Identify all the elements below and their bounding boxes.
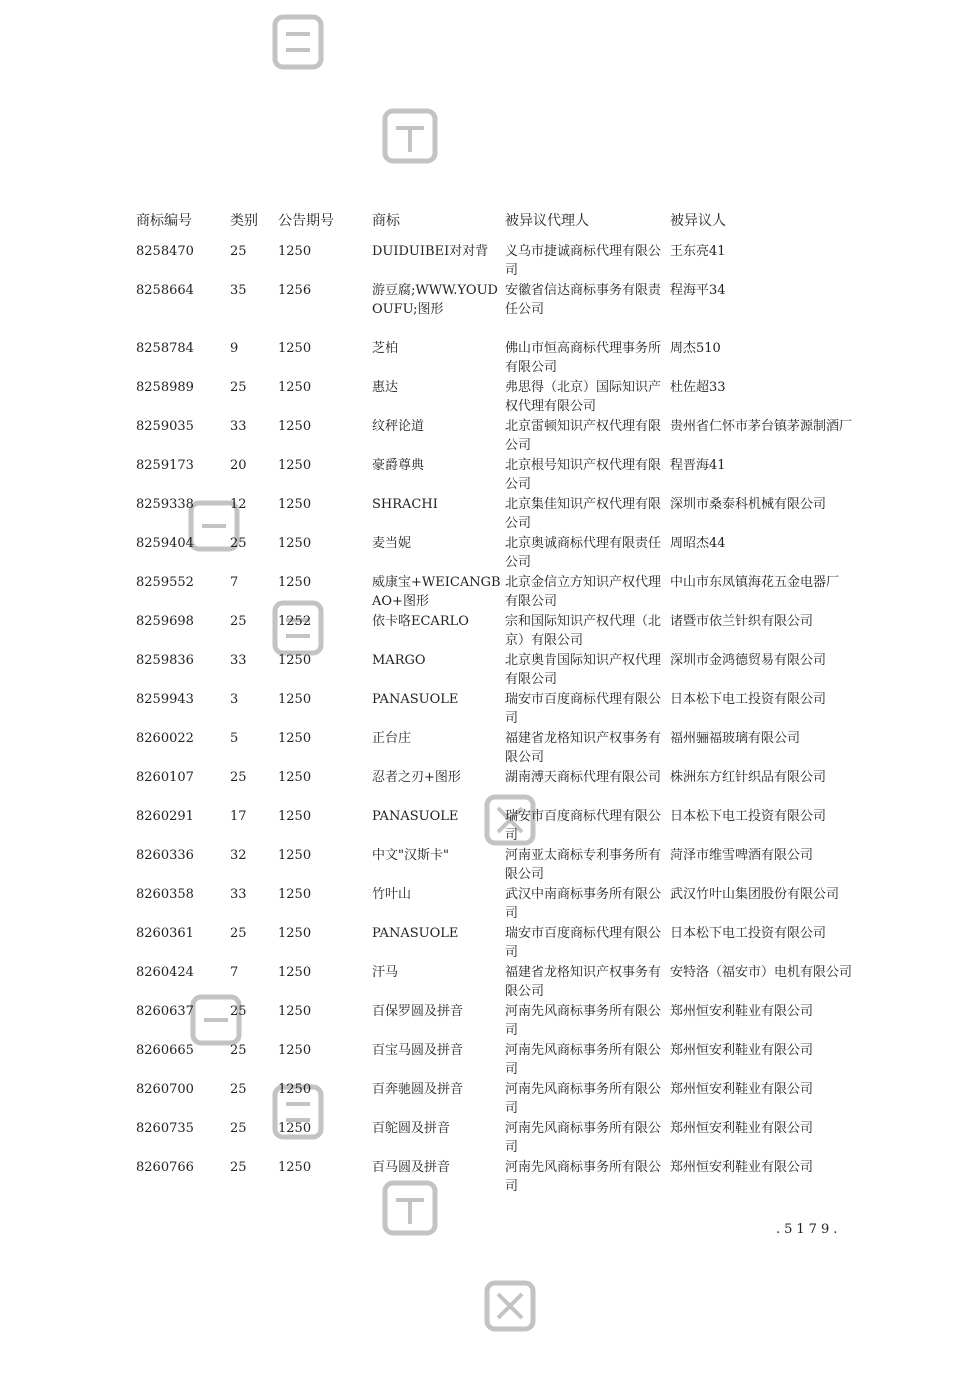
cell-opposed-party: 郑州恒安利鞋业有限公司 <box>670 1043 814 1058</box>
cell-opposed-party: 深圳市桑泰科机械有限公司 <box>670 497 827 512</box>
cell-class: 25 <box>230 1004 247 1019</box>
watermark-stamp-icon <box>382 108 438 164</box>
cell-agent: 河南先风商标事务所有限公司 <box>505 1160 662 1194</box>
table-row <box>136 534 876 573</box>
table-row <box>136 924 876 963</box>
cell-trademark-number: 8260637 <box>136 1004 194 1019</box>
page-number: .5179. <box>776 1222 842 1237</box>
cell-agent: 北京金信立方知识产权代理有限公司 <box>505 575 662 609</box>
table-row <box>136 1158 876 1197</box>
cell-trademark-number: 8259698 <box>136 614 194 629</box>
cell-class: 35 <box>230 283 247 298</box>
cell-opposed-party: 王东亮41 <box>670 244 726 259</box>
cell-class: 25 <box>230 770 247 785</box>
table-row <box>136 242 876 281</box>
cell-issue-number: 1256 <box>278 283 312 298</box>
cell-class: 17 <box>230 809 247 824</box>
cell-agent: 福建省龙格知识产权事务有限公司 <box>505 965 662 999</box>
cell-opposed-party: 日本松下电工投资有限公司 <box>670 692 827 707</box>
cell-agent: 北京奥诚商标代理有限责任公司 <box>505 536 662 570</box>
cell-trademark: 纹秤论道 <box>372 419 425 434</box>
header-opposed-party: 被异议人 <box>670 213 726 229</box>
cell-issue-number: 1250 <box>278 575 312 590</box>
cell-opposed-party: 日本松下电工投资有限公司 <box>670 809 827 824</box>
cell-trademark-number: 8260336 <box>136 848 194 863</box>
cell-issue-number: 1250 <box>278 497 312 512</box>
cell-class: 25 <box>230 1160 247 1175</box>
cell-issue-number: 1250 <box>278 848 312 863</box>
table-row <box>136 281 876 339</box>
table-row <box>136 1080 876 1119</box>
cell-trademark-number: 8260107 <box>136 770 194 785</box>
cell-trademark: PANASUOLE <box>372 809 459 824</box>
table-row <box>136 885 876 924</box>
cell-agent: 宗和国际知识产权代理（北京）有限公司 <box>505 614 662 648</box>
cell-trademark-number: 8260735 <box>136 1121 194 1136</box>
cell-trademark: 百马圆及拼音 <box>372 1160 451 1175</box>
cell-trademark: 麦当妮 <box>372 536 412 551</box>
cell-agent: 武汉中南商标事务所有限公司 <box>505 887 662 921</box>
cell-trademark: 百宝马圆及拼音 <box>372 1043 464 1058</box>
table-row <box>136 729 876 768</box>
cell-issue-number: 1250 <box>278 653 312 668</box>
table-header-row <box>136 212 876 242</box>
cell-agent: 北京雷顿知识产权代理有限公司 <box>505 419 662 453</box>
cell-agent: 河南先风商标事务所有限公司 <box>505 1121 662 1155</box>
cell-trademark-number: 8259035 <box>136 419 194 434</box>
cell-trademark-number: 8260358 <box>136 887 194 902</box>
cell-class: 5 <box>230 731 239 746</box>
header-agent: 被异议代理人 <box>505 213 589 229</box>
table-row <box>136 495 876 534</box>
cell-opposed-party: 程晋海41 <box>670 458 726 473</box>
cell-agent: 河南亚太商标专利事务所有限公司 <box>505 848 662 882</box>
cell-issue-number: 1250 <box>278 926 312 941</box>
table-row <box>136 339 876 378</box>
cell-issue-number: 1250 <box>278 1082 312 1097</box>
watermark-stamp-icon <box>272 14 324 70</box>
cell-opposed-party: 郑州恒安利鞋业有限公司 <box>670 1004 814 1019</box>
cell-class: 7 <box>230 965 239 980</box>
cell-opposed-party: 株洲东方红针织品有限公司 <box>670 770 827 785</box>
cell-class: 20 <box>230 458 247 473</box>
cell-trademark: 忍者之刃+图形 <box>372 770 461 785</box>
cell-issue-number: 1250 <box>278 341 312 356</box>
cell-class: 33 <box>230 653 247 668</box>
cell-class: 25 <box>230 1082 247 1097</box>
cell-issue-number: 1250 <box>278 731 312 746</box>
cell-class: 12 <box>230 497 247 512</box>
table-row <box>136 846 876 885</box>
cell-class: 9 <box>230 341 239 356</box>
watermark-stamp-icon <box>484 1280 536 1332</box>
cell-opposed-party: 郑州恒安利鞋业有限公司 <box>670 1082 814 1097</box>
cell-trademark-number: 8259836 <box>136 653 194 668</box>
cell-opposed-party: 杜佐超33 <box>670 380 726 395</box>
cell-trademark: PANASUOLE <box>372 692 459 707</box>
table-row <box>136 378 876 417</box>
header-class: 类别 <box>230 213 258 229</box>
cell-trademark-number: 8258784 <box>136 341 194 356</box>
cell-issue-number: 1250 <box>278 380 312 395</box>
cell-issue-number: 1250 <box>278 1121 312 1136</box>
cell-opposed-party: 郑州恒安利鞋业有限公司 <box>670 1160 814 1175</box>
cell-agent: 安徽省信达商标事务有限责任公司 <box>505 283 662 317</box>
cell-class: 32 <box>230 848 247 863</box>
table-row <box>136 1119 876 1158</box>
table-row <box>136 1002 876 1041</box>
cell-opposed-party: 菏泽市维雪啤酒有限公司 <box>670 848 814 863</box>
cell-class: 25 <box>230 380 247 395</box>
cell-class: 25 <box>230 536 247 551</box>
cell-trademark-number: 8260665 <box>136 1043 194 1058</box>
cell-agent: 弗思得（北京）国际知识产权代理有限公司 <box>505 380 662 414</box>
cell-agent: 河南先风商标事务所有限公司 <box>505 1004 662 1038</box>
cell-issue-number: 1250 <box>278 536 312 551</box>
cell-opposed-party: 诸暨市依兰针织有限公司 <box>670 614 814 629</box>
cell-issue-number: 1250 <box>278 887 312 902</box>
cell-class: 33 <box>230 887 247 902</box>
cell-issue-number: 1250 <box>278 419 312 434</box>
table-row <box>136 807 876 846</box>
cell-trademark: 百鸵圆及拼音 <box>372 1121 451 1136</box>
cell-class: 3 <box>230 692 239 707</box>
cell-trademark: 依卡咯ECARLO <box>372 614 469 629</box>
cell-trademark-number: 8260424 <box>136 965 194 980</box>
cell-class: 33 <box>230 419 247 434</box>
cell-opposed-party: 中山市东凤镇海花五金电器厂 <box>670 575 840 590</box>
cell-trademark: 芝柏 <box>372 341 399 356</box>
cell-trademark: 正台庄 <box>372 731 412 746</box>
cell-trademark-number: 8260766 <box>136 1160 194 1175</box>
cell-trademark: 百奔驰圆及拼音 <box>372 1082 464 1097</box>
cell-trademark-number: 8258989 <box>136 380 194 395</box>
table-row <box>136 963 876 1002</box>
table-row <box>136 417 876 456</box>
cell-opposed-party: 日本松下电工投资有限公司 <box>670 926 827 941</box>
cell-class: 25 <box>230 244 247 259</box>
cell-trademark-number: 8259338 <box>136 497 194 512</box>
cell-trademark: SHRACHI <box>372 497 438 512</box>
table-row <box>136 612 876 651</box>
cell-trademark-number: 8259173 <box>136 458 194 473</box>
opposition-table <box>136 212 876 1197</box>
cell-opposed-party: 贵州省仁怀市茅台镇茅源制酒厂 <box>670 419 853 434</box>
cell-opposed-party: 武汉竹叶山集团股份有限公司 <box>670 887 840 902</box>
cell-agent: 河南先风商标事务所有限公司 <box>505 1043 662 1077</box>
cell-class: 25 <box>230 614 247 629</box>
cell-trademark-number: 8259943 <box>136 692 194 707</box>
header-issue-number: 公告期号 <box>278 213 334 229</box>
cell-issue-number: 1252 <box>278 614 312 629</box>
cell-class: 25 <box>230 1043 247 1058</box>
cell-class: 25 <box>230 926 247 941</box>
table-row <box>136 768 876 807</box>
cell-agent: 佛山市恒高商标代理事务所有限公司 <box>505 341 662 375</box>
cell-opposed-party: 福州骊福玻璃有限公司 <box>670 731 801 746</box>
cell-issue-number: 1250 <box>278 1160 312 1175</box>
cell-trademark: MARGO <box>372 653 426 668</box>
cell-issue-number: 1250 <box>278 244 312 259</box>
header-trademark: 商标 <box>372 213 400 229</box>
cell-agent: 义乌市捷诚商标代理有限公司 <box>505 244 662 278</box>
cell-trademark: 威康宝+WEICANGBAO+图形 <box>372 575 501 609</box>
cell-trademark: 汗马 <box>372 965 399 980</box>
cell-agent: 北京集佳知识产权代理有限公司 <box>505 497 662 531</box>
cell-agent: 瑞安市百度商标代理有限公司 <box>505 692 662 726</box>
cell-issue-number: 1250 <box>278 692 312 707</box>
table-row <box>136 573 876 612</box>
cell-class: 25 <box>230 1121 247 1136</box>
cell-agent: 河南先风商标事务所有限公司 <box>505 1082 662 1116</box>
cell-issue-number: 1250 <box>278 1043 312 1058</box>
cell-trademark-number: 8259552 <box>136 575 194 590</box>
cell-trademark: PANASUOLE <box>372 926 459 941</box>
cell-trademark-number: 8258470 <box>136 244 194 259</box>
cell-trademark: 惠达 <box>372 380 399 395</box>
cell-opposed-party: 深圳市金鸿德贸易有限公司 <box>670 653 827 668</box>
cell-opposed-party: 周杰510 <box>670 341 721 356</box>
cell-trademark-number: 8260291 <box>136 809 194 824</box>
cell-trademark-number: 8260361 <box>136 926 194 941</box>
cell-agent: 北京奥肯国际知识产权代理有限公司 <box>505 653 662 687</box>
cell-agent: 瑞安市百度商标代理有限公司 <box>505 809 662 843</box>
table-row <box>136 456 876 495</box>
cell-trademark: 豪爵尊典 <box>372 458 425 473</box>
cell-issue-number: 1250 <box>278 965 312 980</box>
cell-trademark-number: 8258664 <box>136 283 194 298</box>
cell-trademark-number: 8260700 <box>136 1082 194 1097</box>
cell-issue-number: 1250 <box>278 1004 312 1019</box>
cell-trademark: DUIDUIBEI对对背 <box>372 244 489 259</box>
cell-opposed-party: 程海平34 <box>670 283 726 298</box>
cell-opposed-party: 郑州恒安利鞋业有限公司 <box>670 1121 814 1136</box>
cell-trademark: 中文"汉斯卡" <box>372 848 449 863</box>
cell-trademark-number: 8260022 <box>136 731 194 746</box>
cell-agent: 福建省龙格知识产权事务有限公司 <box>505 731 662 765</box>
cell-trademark: 游豆腐;WWW.YOUDOUFU;图形 <box>372 283 498 317</box>
cell-issue-number: 1250 <box>278 809 312 824</box>
cell-agent: 北京根号知识产权代理有限公司 <box>505 458 662 492</box>
cell-trademark: 竹叶山 <box>372 887 412 902</box>
cell-trademark: 百保罗圆及拼音 <box>372 1004 464 1019</box>
cell-agent: 湖南溥天商标代理有限公司 <box>505 770 662 785</box>
cell-class: 7 <box>230 575 239 590</box>
cell-opposed-party: 安特洛（福安市）电机有限公司 <box>670 965 853 980</box>
cell-trademark-number: 8259404 <box>136 536 194 551</box>
cell-agent: 瑞安市百度商标代理有限公司 <box>505 926 662 960</box>
cell-issue-number: 1250 <box>278 770 312 785</box>
table-row <box>136 1041 876 1080</box>
table-row <box>136 690 876 729</box>
header-trademark-number: 商标编号 <box>136 213 192 229</box>
cell-issue-number: 1250 <box>278 458 312 473</box>
table-row <box>136 651 876 690</box>
cell-opposed-party: 周昭杰44 <box>670 536 726 551</box>
